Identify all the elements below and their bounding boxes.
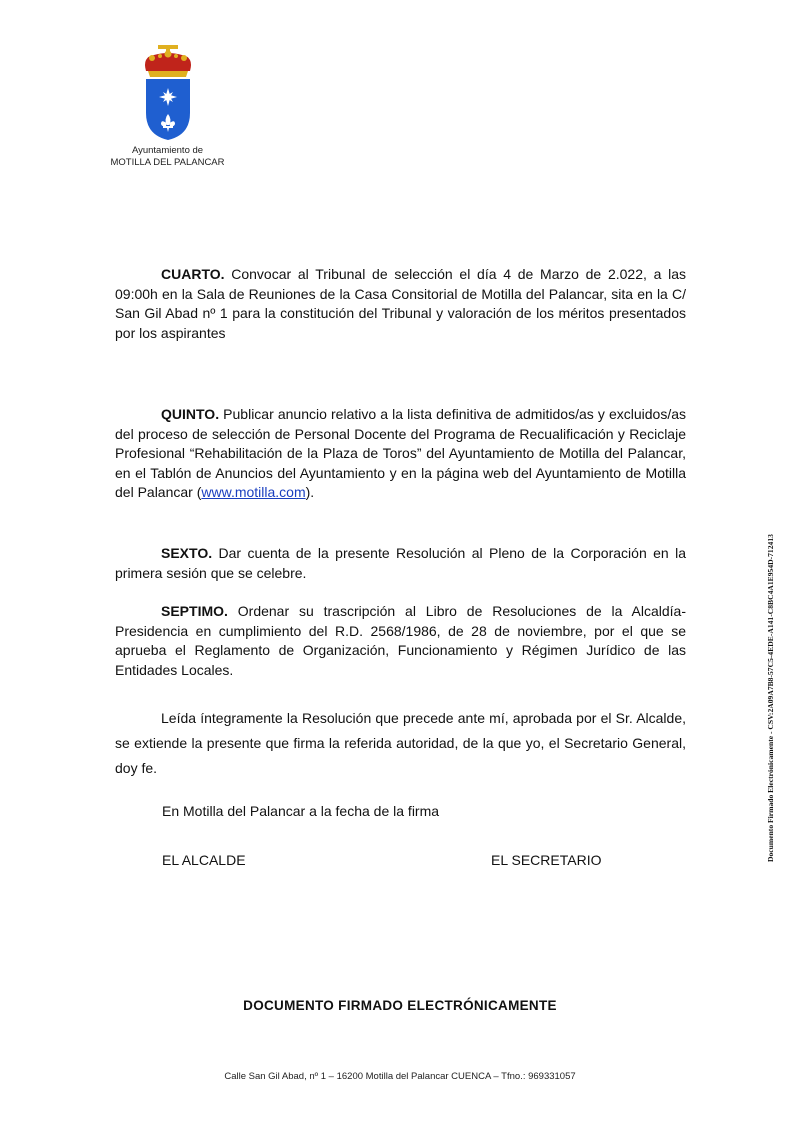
org-name-line2: MOTILLA DEL PALANCAR: [110, 157, 225, 168]
quinto-text: Publicar anuncio relativo a la lista definitiva de admitidos/as y excluidos/as del proceso de selección de Personal Docente del Programa de Recualificación y Reciclaje Profesional “Rehabilitación de la Plaza de Toros” del Ayuntamiento de Motilla del Palancar, en el Tablón de Anuncios del Ayuntamiento y en la página web del Ayuntamiento de Motilla del Palancar (: [115, 406, 686, 500]
sexto-label: SEXTO.: [161, 545, 213, 561]
septimo-text: Ordenar su trascripción al Libro de Resoluciones de la Alcaldía-Presidencia en cumplimiento del R.D. 2568/1986, de 28 de noviembre, por el que se aprueba el Reglamento de Organización, Funcionamiento y Régimen Jurídico de las Entidades Locales.: [115, 603, 686, 678]
paragraph-septimo: [115, 602, 686, 680]
sexto-text: Dar cuenta de la presente Resolución al Pleno de la Corporación en la primera sesión que se celebre.: [115, 545, 686, 581]
coat-of-arms-icon: [138, 45, 198, 141]
paragraph-sexto: [115, 544, 686, 583]
quinto-label: QUINTO.: [161, 406, 220, 422]
cuarto-text: Convocar al Tribunal de selección el día 4 de Marzo de 2.022, a las 09:00h en la Sala de Reuniones de la Casa Consitorial de Motilla del Palancar, sita en la C/ San Gil Abad nº 1 para la constitución del Tribunal y valoración de los méritos presentados por los aspirantes: [115, 266, 686, 341]
paragraph-cuarto: [115, 265, 686, 343]
website-link[interactable]: www.motilla.com: [201, 484, 306, 500]
page-footer-address: Calle San Gil Abad, nº 1 – 16200 Motilla del Palancar CUENCA – Tfno.: 969331057: [224, 1071, 576, 1082]
paragraph-leida: [115, 706, 686, 781]
place-date-line: En Motilla del Palancar a la fecha de la firma: [162, 803, 440, 819]
cuarto-label: CUARTO.: [161, 266, 225, 282]
leida-text: Leída íntegramente la Resolución que precede ante mí, aprobada por el Sr. Alcalde, se extiende la presente que firma la referida autoridad, de la que yo, el Secretario General, doy fe.: [115, 710, 686, 776]
signer-alcalde: EL ALCALDE: [162, 852, 246, 868]
letterhead: [110, 45, 225, 169]
paragraph-quinto: [115, 405, 686, 503]
org-name-line1: Ayuntamiento de: [131, 145, 204, 156]
electronic-signature-notice: DOCUMENTO FIRMADO ELECTRÓNICAMENTE: [243, 998, 557, 1013]
septimo-label: SEPTIMO.: [161, 603, 228, 619]
csv-verification-stamp: Documento Firmado Electrónicamente - CSV:2A09A7B8-57C5-4EDE-A141-C8BC4A1E954D-712413: [766, 534, 775, 862]
quinto-text-end: ).: [305, 484, 315, 500]
signer-secretario: EL SECRETARIO: [491, 852, 602, 868]
